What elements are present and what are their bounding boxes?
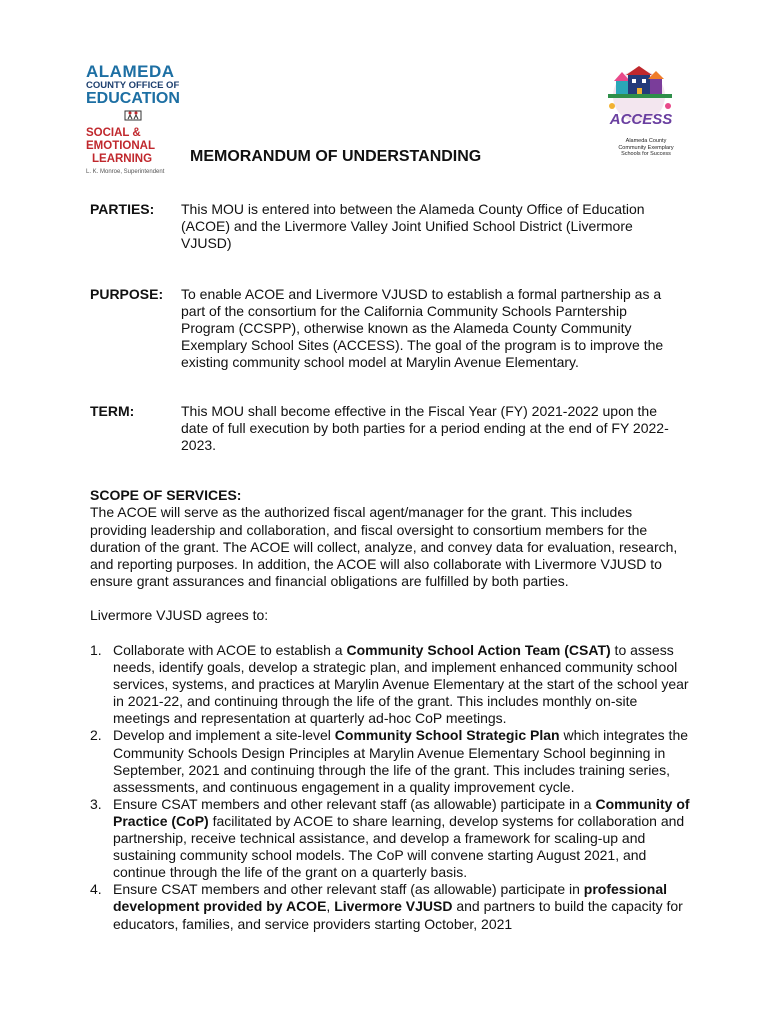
access-caption-2: Community Exemplary xyxy=(618,144,674,151)
list-item-number: 3. xyxy=(90,795,102,812)
list-item-bold: Community School Strategic Plan xyxy=(334,727,560,744)
scope-text: The ACOE will serve as the authorized fiscal agent/manager for the grant. This includes providing leadership and collaboration, and fiscal oversight to consortium members for the duration of the grant. The ACOE will collect, analyze, and convey data for evaluation, research, and reporting purposes. In addition, the ACOE will also collaborate with Livermore VJUSD to ensure grant assurances and financial obligations are fulfilled by both parties. xyxy=(90,504,678,590)
list-item-bold: Community of Practice (CoP) xyxy=(113,795,690,829)
list-item-bold: Livermore VJUSD xyxy=(334,898,453,915)
logo-line-sel: SOCIAL & EMOTIONAL xyxy=(86,127,155,152)
list-item-text: and partners to build the capacity for educators, families, and service providers starting October, 2021 xyxy=(113,898,683,932)
list-item-text: Develop and implement a site-level xyxy=(113,727,335,744)
list-item xyxy=(90,642,690,727)
list-item-text: facilitated by ACOE to share learning, develop systems for collaboration and partnership, receive technical assistance, and develop a framework for scaling-up and sustaining community school models. The CoP will convene starting August 2021, and continue through the life of the grant on a quarterly basis. xyxy=(113,812,685,881)
list-item-text: , xyxy=(326,898,335,915)
access-logo xyxy=(594,66,686,162)
access-caption-3: Schools for Success xyxy=(621,151,671,157)
term-label: TERM: xyxy=(90,403,135,419)
logo-line-education: EDUCATION xyxy=(86,90,180,107)
access-houses-icon xyxy=(594,66,686,138)
logo-superintendent: L. K. Monroe, Superintendent xyxy=(86,169,165,175)
purpose-label: PURPOSE: xyxy=(90,286,164,302)
list-item-text: Ensure CSAT members and other relevant staff (as allowable) participate in xyxy=(113,881,584,898)
acoe-logo xyxy=(86,64,186,177)
list-item-number: 1. xyxy=(90,642,102,658)
logo-line-learning: LEARNING xyxy=(92,153,153,165)
logo-line-county: COUNTY OFFICE OF xyxy=(86,80,180,91)
list-item-bold: professional development provided by ACOE xyxy=(113,881,668,915)
page-title: MEMORANDUM OF UNDERSTANDING xyxy=(190,148,482,165)
scope-section xyxy=(90,487,690,591)
logo-line-alameda: ALAMEDA xyxy=(86,62,175,81)
access-caption-1: Alameda County xyxy=(625,138,667,144)
list-item-number: 2. xyxy=(90,727,102,744)
parties-label: PARTIES: xyxy=(90,201,155,217)
access-wordmark: ACCESS xyxy=(609,111,673,128)
parties-text: This MOU is entered into between the Alameda County Office of Education (ACOE) and the Livermore Valley Joint Unified School District (Livermore VJUSD) xyxy=(181,201,645,251)
obligations-list xyxy=(90,642,690,933)
list-item-number: 4. xyxy=(90,881,102,898)
agrees-line: Livermore VJUSD agrees to: xyxy=(90,607,269,623)
term-text: This MOU shall become effective in the Fiscal Year (FY) 2021-2022 upon the date of full execution by both parties for a period ending at the end of FY 2022-2023. xyxy=(181,403,669,453)
list-item xyxy=(90,881,690,932)
sel-figure-icon xyxy=(124,109,142,121)
access-caption xyxy=(616,138,676,158)
list-item-text: which integrates the Community Schools Design Principles at Marylin Avenue Elementary School beginning in September, 2021 and continuing through the life of the grant. This includes training series, assessments, and continuous engagement in a quality improvement cycle. xyxy=(113,727,689,795)
list-item-text: Ensure CSAT members and other relevant staff (as allowable) participate in a xyxy=(113,795,596,812)
list-item xyxy=(90,796,690,881)
list-item-text: Collaborate with ACOE to establish a xyxy=(113,642,347,658)
list-item-text: to assess needs, identify goals, develop a strategic plan, and implement enhanced community school services, systems, and practices at Marylin Avenue Elementary at the start of the school year in 2021-22, and continuing through the life of the grant. This includes monthly on-site meetings and representation at quarterly ad-hoc CoP meetings. xyxy=(113,642,689,727)
list-item xyxy=(90,727,690,795)
list-item-bold: Community School Action Team (CSAT) xyxy=(346,642,611,658)
purpose-text: To enable ACOE and Livermore VJUSD to establish a formal partnership as a part of the consortium for the California Community Schools Parntership Program (CCSPP), otherwise known as the Alameda County Community Exemplary School Sites (ACCESS). The goal of the program is to improve the existing community school model at Marylin Avenue Elementary. xyxy=(181,286,664,370)
scope-heading: SCOPE OF SERVICES: xyxy=(90,487,242,503)
